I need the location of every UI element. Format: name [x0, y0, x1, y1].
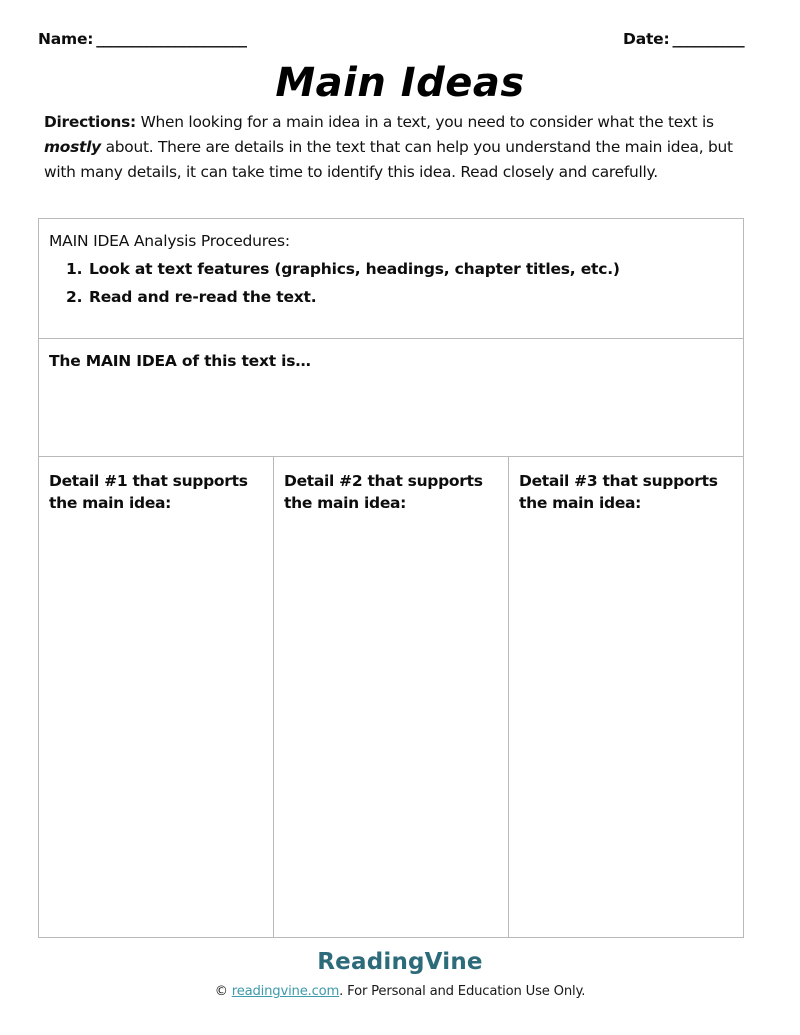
procedure-number: 1.: [66, 260, 83, 278]
name-field: [38, 30, 246, 48]
directions-label: Directions:: [44, 113, 136, 131]
directions-paragraph: [44, 110, 734, 185]
copyright-line: [0, 984, 800, 999]
detail-column-3[interactable]: [509, 457, 743, 937]
detail-heading: Detail #1 that supports the main idea:: [49, 472, 248, 512]
page-title: Main Ideas: [275, 60, 525, 106]
procedure-item: [49, 288, 727, 306]
main-idea-prompt: The MAIN IDEA of this text is…: [49, 352, 311, 370]
date-write-line[interactable]: __________: [672, 30, 744, 48]
readingvine-logo: ReadingVine: [317, 949, 483, 975]
details-row: [39, 457, 743, 937]
date-label: Date:: [623, 30, 670, 48]
directions-emphasis: mostly: [44, 138, 101, 156]
detail-column-1[interactable]: [39, 457, 274, 937]
name-write-line[interactable]: _____________________: [96, 30, 247, 48]
readingvine-site-link[interactable]: readingvine.com: [231, 984, 340, 999]
worksheet-table: [38, 218, 744, 938]
copyright-text: . For Personal and Education Use Only.: [339, 984, 586, 999]
procedure-text: Read and re-read the text.: [89, 288, 317, 306]
procedures-cell: [39, 219, 743, 339]
detail-heading: Detail #3 that supports the main idea:: [519, 472, 718, 512]
main-idea-cell[interactable]: [39, 339, 743, 457]
directions-text-part1: When looking for a main idea in a text, you need to consider what the text is: [135, 113, 714, 131]
page-footer: [0, 948, 800, 999]
directions-text-part2: about. There are details in the text that can help you understand the main idea, but with many details, it can take time to identify this idea. Read closely and carefully.: [44, 138, 733, 181]
procedure-number: 2.: [66, 288, 83, 306]
date-field: [623, 30, 744, 48]
procedures-heading: MAIN IDEA Analysis Procedures:: [49, 232, 290, 250]
detail-column-2[interactable]: [274, 457, 509, 937]
procedure-item: [49, 260, 727, 278]
name-label: Name:: [38, 30, 94, 48]
copyright-symbol: ©: [214, 984, 232, 999]
name-date-row: [38, 30, 744, 48]
procedures-list: [49, 260, 727, 306]
procedure-text: Look at text features (graphics, headings, chapter titles, etc.): [89, 260, 620, 278]
detail-heading: Detail #2 that supports the main idea:: [284, 472, 483, 512]
